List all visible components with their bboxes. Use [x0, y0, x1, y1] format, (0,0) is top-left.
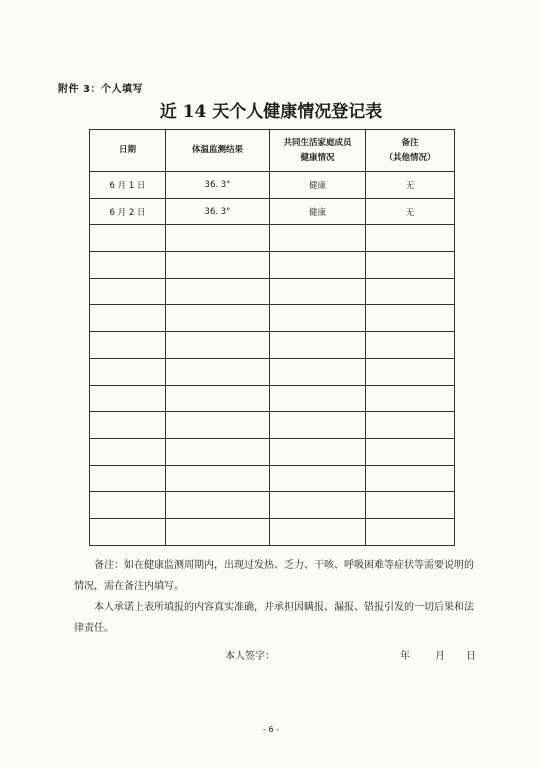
- table-row: [90, 465, 455, 492]
- cell-remarks: [366, 305, 455, 332]
- cell-date: [90, 358, 166, 385]
- page-title: 近 14 天个人健康情况登记表: [159, 102, 383, 122]
- cell-remarks: 无: [366, 172, 455, 199]
- cell-family-health: [270, 278, 366, 305]
- header-temperature: 体温监测结果: [166, 130, 270, 172]
- cell-temperature: [166, 278, 270, 305]
- cell-date: 6 月 2 日: [90, 198, 166, 225]
- cell-family-health: [270, 412, 366, 439]
- cell-date: 6 月 1 日: [90, 172, 166, 199]
- cell-date: [90, 252, 166, 279]
- cell-family-health: [270, 465, 366, 492]
- cell-remarks: [366, 358, 455, 385]
- table-row: [90, 518, 455, 545]
- header-remarks: 备注 （其他情况）: [366, 130, 455, 172]
- cell-remarks: [366, 385, 455, 412]
- cell-date: [90, 438, 166, 465]
- cell-temperature: [166, 332, 270, 359]
- cell-date: [90, 465, 166, 492]
- page-number: - 6 -: [263, 725, 279, 734]
- cell-temperature: [166, 305, 270, 332]
- table-header-row: [90, 130, 455, 172]
- cell-family-health: [270, 385, 366, 412]
- cell-temperature: [166, 385, 270, 412]
- cell-temperature: [166, 518, 270, 545]
- cell-remarks: [366, 252, 455, 279]
- notes-section: [74, 555, 474, 639]
- cell-family-health: [270, 305, 366, 332]
- cell-family-health: 健康: [270, 172, 366, 199]
- date-month-label: 月: [435, 651, 445, 662]
- table-row: [90, 438, 455, 465]
- cell-remarks: [366, 278, 455, 305]
- table-row: [90, 385, 455, 412]
- date-day-label: 日: [466, 651, 476, 662]
- table-row: [90, 198, 455, 225]
- cell-family-health: [270, 225, 366, 252]
- cell-temperature: [166, 465, 270, 492]
- table-row: [90, 225, 455, 252]
- cell-remarks: [366, 412, 455, 439]
- table-body: [90, 172, 455, 546]
- cell-temperature: [166, 492, 270, 519]
- table-row: [90, 305, 455, 332]
- cell-remarks: [366, 225, 455, 252]
- cell-temperature: 36. 3°: [166, 198, 270, 225]
- cell-remarks: [366, 438, 455, 465]
- cell-remarks: 无: [366, 198, 455, 225]
- cell-family-health: 健康: [270, 198, 366, 225]
- cell-remarks: [366, 492, 455, 519]
- cell-temperature: [166, 438, 270, 465]
- header-date: 日期: [90, 130, 166, 172]
- cell-temperature: [166, 225, 270, 252]
- cell-family-health: [270, 518, 366, 545]
- cell-temperature: 36. 3°: [166, 172, 270, 199]
- table-row: [90, 332, 455, 359]
- cell-date: [90, 225, 166, 252]
- cell-family-health: [270, 332, 366, 359]
- header-family-health: 共同生活家庭成员 健康情况: [270, 130, 366, 172]
- table-row: [90, 172, 455, 199]
- cell-remarks: [366, 518, 455, 545]
- cell-family-health: [270, 358, 366, 385]
- attachment-label: 附件 3：个人填写: [58, 84, 143, 95]
- cell-temperature: [166, 412, 270, 439]
- cell-date: [90, 385, 166, 412]
- pledge-text: 本人承诺上表所填报的内容真实准确，并承担因瞒报、漏报、错报引发的一切后果和法律责任。: [74, 602, 474, 634]
- table-row: [90, 492, 455, 519]
- note-text: 备注：如在健康监测周期内，出现过发热、乏力、干咳、呼吸困难等症状等需要说明的情况，需在备注内填写。: [74, 560, 474, 592]
- cell-family-health: [270, 252, 366, 279]
- cell-family-health: [270, 438, 366, 465]
- signature-label: 本人签字：: [225, 651, 275, 662]
- cell-date: [90, 278, 166, 305]
- table-row: [90, 278, 455, 305]
- cell-remarks: [366, 465, 455, 492]
- table-row: [90, 412, 455, 439]
- cell-date: [90, 518, 166, 545]
- cell-family-health: [270, 492, 366, 519]
- cell-date: [90, 412, 166, 439]
- table-row: [90, 358, 455, 385]
- cell-temperature: [166, 358, 270, 385]
- date-year-label: 年: [400, 651, 410, 662]
- cell-temperature: [166, 252, 270, 279]
- cell-remarks: [366, 332, 455, 359]
- table-row: [90, 252, 455, 279]
- cell-date: [90, 305, 166, 332]
- cell-date: [90, 332, 166, 359]
- cell-date: [90, 492, 166, 519]
- health-registration-table: [89, 129, 455, 546]
